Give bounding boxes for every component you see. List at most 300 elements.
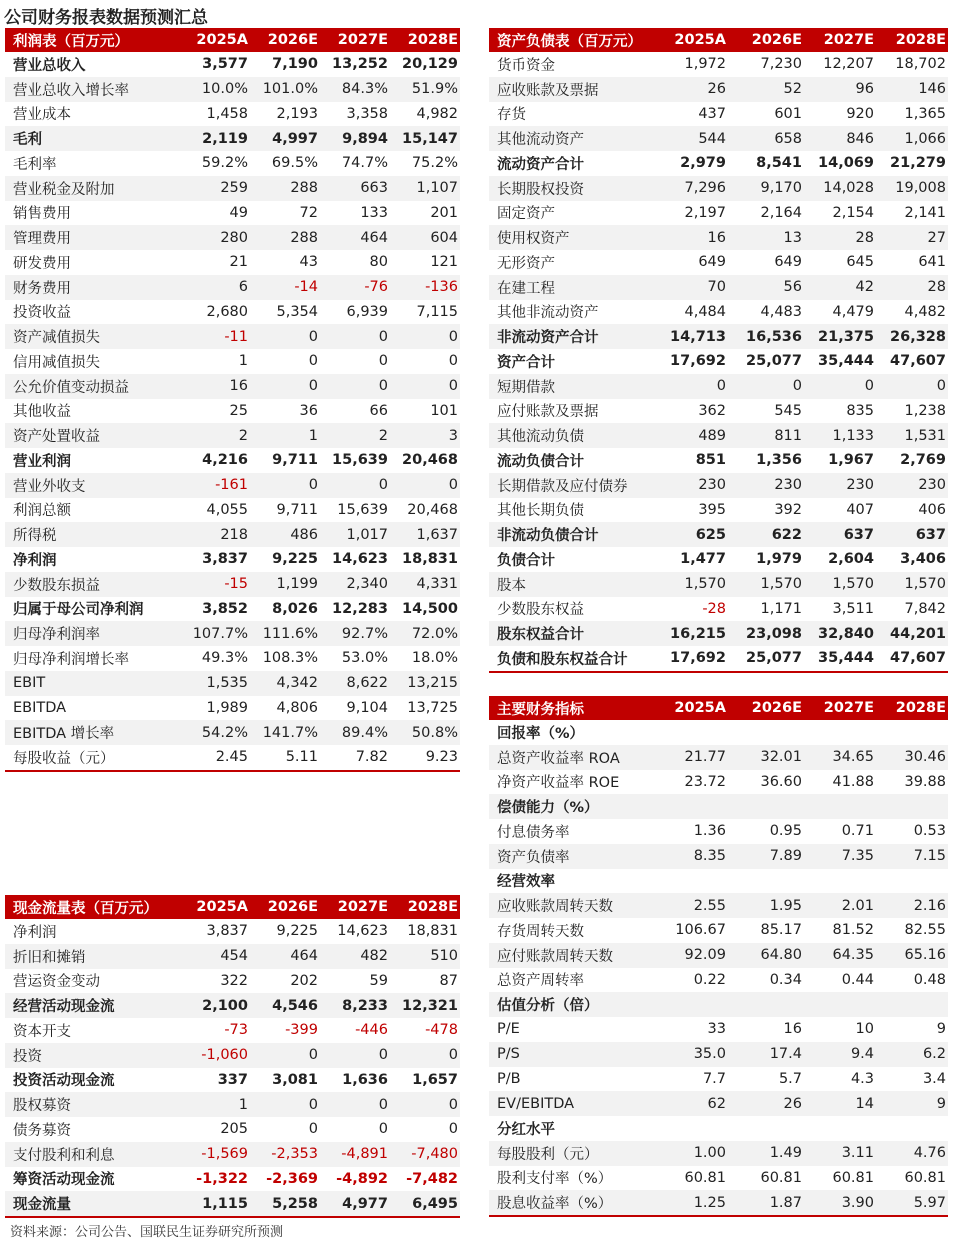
table-row: [5, 102, 460, 127]
cell-value: -478: [425, 1022, 458, 1039]
table-row: [489, 151, 948, 176]
table-row: [5, 324, 460, 349]
cell-value: 92.7%: [320, 621, 390, 646]
cell-value: 0: [378, 353, 388, 370]
cell-value: 2: [320, 423, 390, 448]
row-label: 营业税金及附加: [5, 176, 180, 201]
column-header: 2026E: [250, 895, 320, 919]
table-row: [489, 893, 948, 918]
cell-value: [876, 794, 948, 819]
cell-value: 25,077: [728, 646, 804, 672]
cell-value: 49.3%: [201, 650, 248, 667]
table-row: [489, 102, 948, 127]
cell-value: 811: [728, 423, 804, 448]
table-row: [5, 621, 460, 646]
cell-value: 641: [918, 254, 946, 271]
cell-value: 510: [390, 944, 460, 969]
table-row: [489, 300, 948, 325]
cell-value: 0: [320, 473, 390, 498]
cell-value: 454: [180, 944, 250, 969]
cell-value: 7.82: [320, 745, 390, 771]
cell-value: 3.4: [922, 1070, 946, 1087]
source-note: 资料来源：公司公告、国联民生证券研究所预测: [10, 1225, 284, 1240]
cell-value: -446: [355, 1022, 388, 1039]
cell-value: 2,141: [904, 204, 946, 221]
cell-value: 0: [250, 473, 320, 498]
column-header: 2028E: [390, 895, 460, 919]
table-row: [489, 770, 948, 795]
cell-value: 4,216: [202, 452, 248, 469]
table-row: [489, 77, 948, 102]
column-header: 2025A: [180, 28, 250, 52]
column-header: 2028E: [876, 28, 948, 52]
row-label: 股利支付率（%）: [497, 1171, 613, 1188]
table-row: [489, 522, 948, 547]
cell-value: 18,831: [407, 923, 458, 940]
cell-value: 0: [250, 374, 320, 399]
table-row: [5, 671, 460, 696]
cell-value: 2,100: [180, 993, 250, 1018]
cell-value: 26: [658, 77, 728, 102]
table-row: [5, 919, 460, 944]
table-row: [489, 1166, 948, 1191]
row-label: 支付股利和利息: [5, 1142, 180, 1167]
table-row: [489, 968, 948, 993]
cell-value: 7,115: [416, 303, 458, 320]
cell-value: 0: [390, 1092, 460, 1117]
cell-value: 25,077: [746, 353, 802, 370]
cell-value: 230: [804, 473, 876, 498]
cell-value: 19,008: [876, 176, 948, 201]
column-header: 2025A: [180, 895, 250, 919]
cell-value: 489: [658, 423, 728, 448]
row-label: 公允价值变动损益: [5, 374, 180, 399]
cell-value: 637: [804, 522, 876, 547]
cell-value: 87: [439, 972, 458, 989]
table-row: [489, 572, 948, 597]
cell-value: 230: [658, 473, 728, 498]
cell-value: 4,331: [390, 572, 460, 597]
cell-value: 47,607: [876, 646, 948, 672]
cell-value: -161: [180, 473, 250, 498]
cell-value: 21: [229, 254, 248, 271]
row-label: 归母净利润增长率: [13, 651, 129, 668]
cell-value: 81.52: [832, 922, 874, 939]
row-label: 负债合计: [497, 552, 555, 569]
row-label: 回报率（%）: [497, 725, 585, 742]
cell-value: 1,657: [412, 1071, 458, 1088]
cell-value: -11: [180, 324, 250, 349]
cell-value: 0: [804, 374, 876, 399]
table-row: [489, 176, 948, 201]
row-label: 利润总额: [13, 503, 71, 520]
balance-header-row: [489, 28, 948, 52]
column-header: 2027E: [804, 28, 876, 52]
page-title: 公司财务报表数据预测汇总: [4, 8, 208, 28]
cell-value: 625: [658, 522, 728, 547]
cell-value: 1,535: [180, 671, 250, 696]
cell-value: 1.00: [658, 1141, 728, 1166]
cell-value: 482: [320, 944, 390, 969]
cell-value: 4,546: [250, 993, 320, 1018]
cell-value: [876, 992, 948, 1017]
cell-value: 26,328: [876, 324, 948, 349]
row-label: 资本开支: [13, 1023, 71, 1040]
row-label: 研发费用: [13, 255, 71, 272]
cell-value: -15: [180, 572, 250, 597]
table-row: [489, 547, 948, 572]
cell-value: 44,201: [876, 621, 948, 646]
cell-value: 0.34: [769, 971, 802, 988]
cell-value: 1,972: [684, 56, 726, 73]
cell-value: [658, 794, 728, 819]
cell-value: -399: [285, 1022, 318, 1039]
cell-value: 544: [658, 126, 728, 151]
cell-value: 3,406: [900, 551, 946, 568]
cell-value: [728, 869, 804, 894]
cell-value: 12,283: [332, 600, 388, 617]
cell-value: 9: [936, 1021, 946, 1038]
table-row: [5, 126, 460, 151]
table-row: [489, 621, 948, 646]
row-label: 营业成本: [13, 107, 71, 124]
cell-value: 2,164: [760, 204, 802, 221]
table-row: [489, 1141, 948, 1166]
cell-value: 486: [250, 522, 320, 547]
section-row: [489, 992, 948, 1017]
row-label: 少数股东权益: [497, 602, 584, 619]
table-row: [489, 52, 948, 77]
cell-value: 8,233: [320, 993, 390, 1018]
cell-value: 0.44: [841, 971, 874, 988]
table-title: 现金流量表（百万元）: [5, 895, 180, 919]
cell-value: 663: [320, 176, 390, 201]
row-label: 股东权益合计: [489, 621, 658, 646]
table-row: [489, 498, 948, 523]
cell-value: 637: [876, 522, 948, 547]
income-header-row: [5, 28, 460, 52]
cell-value: 17.4: [728, 1042, 804, 1067]
table-row: [489, 1091, 948, 1116]
table-row: [489, 399, 948, 424]
cell-value: [658, 1116, 728, 1141]
cell-value: 72: [299, 204, 318, 221]
cell-value: 13,252: [332, 56, 388, 73]
row-label: 毛利: [5, 126, 180, 151]
row-label: 股本: [489, 572, 658, 597]
cell-value: 5,354: [276, 303, 318, 320]
table-row: [5, 696, 460, 721]
cell-value: 1,017: [320, 522, 390, 547]
cell-value: 1,989: [206, 699, 248, 716]
cell-value: 59.2%: [201, 155, 248, 172]
row-label: 管理费用: [5, 225, 180, 250]
cell-value: 7,190: [272, 56, 318, 73]
cell-value: 15,639: [337, 501, 388, 518]
table-row: [489, 1067, 948, 1092]
row-label: 毛利率: [13, 156, 57, 173]
column-header: 2025A: [658, 696, 728, 720]
table-row: [5, 1117, 460, 1142]
row-label: 应收账款周转天数: [489, 893, 658, 918]
row-label: 销售费用: [13, 206, 71, 223]
cell-value: 3: [390, 423, 460, 448]
cell-value: 13,725: [407, 699, 458, 716]
cell-value: -1,322: [196, 1170, 248, 1187]
cell-value: 649: [774, 254, 802, 271]
table-row: [5, 275, 460, 300]
cell-value: 0: [250, 324, 320, 349]
row-label: EBIT: [5, 671, 180, 696]
table-row: [5, 1068, 460, 1093]
row-label: 偿债能力（%）: [489, 794, 658, 819]
table-row: [489, 1017, 948, 1042]
cell-value: 9,170: [728, 176, 804, 201]
cell-value: 0: [728, 374, 804, 399]
row-label: 归属于母公司净利润: [13, 602, 144, 619]
table-row: [5, 250, 460, 275]
cell-value: 146: [876, 77, 948, 102]
cell-value: 4.3: [850, 1070, 874, 1087]
cell-value: 395: [698, 501, 726, 518]
cell-value: -28: [702, 600, 726, 617]
cell-value: 0: [658, 374, 728, 399]
cell-value: 1: [180, 1092, 250, 1117]
cell-value: 3,511: [832, 600, 874, 617]
table-row: [489, 324, 948, 349]
cell-value: 1,365: [904, 105, 946, 122]
cell-value: [804, 1116, 876, 1141]
cell-value: [658, 720, 728, 745]
cell-value: -73: [224, 1022, 248, 1039]
cell-value: 6.2: [876, 1042, 948, 1067]
table-row: [5, 300, 460, 325]
cell-value: 1,637: [390, 522, 460, 547]
cell-value: 6,939: [346, 303, 388, 320]
cell-value: 9,894: [320, 126, 390, 151]
cell-value: 658: [728, 126, 804, 151]
cell-value: 54.2%: [180, 720, 250, 745]
row-label: 现金流量: [5, 1191, 180, 1217]
cell-value: 101: [430, 402, 458, 419]
cell-value: 0.71: [841, 823, 874, 840]
cell-value: 111.6%: [250, 621, 320, 646]
cell-value: 32.01: [728, 745, 804, 770]
cell-value: 21.77: [658, 745, 728, 770]
row-label: 分红水平: [497, 1121, 555, 1138]
cell-value: -2,369: [266, 1170, 318, 1187]
row-label: 每股收益（元）: [5, 745, 180, 771]
cell-value: 30.46: [876, 745, 948, 770]
cell-value: 7.35: [804, 844, 876, 869]
cell-value: 62: [658, 1091, 728, 1116]
table-row: [5, 522, 460, 547]
cell-value: 5.11: [250, 745, 320, 771]
cell-value: 14,623: [332, 551, 388, 568]
cell-value: 27: [876, 225, 948, 250]
cell-value: 36: [299, 402, 318, 419]
cell-value: 35.0: [658, 1042, 728, 1067]
cell-value: 0.95: [769, 823, 802, 840]
cell-value: 1,636: [342, 1071, 388, 1088]
table-row: [5, 423, 460, 448]
cell-value: 3,081: [272, 1071, 318, 1088]
table-row: [489, 473, 948, 498]
cell-value: 9.23: [390, 745, 460, 771]
cell-value: 1,115: [180, 1191, 250, 1217]
cell-value: 20,468: [407, 501, 458, 518]
cell-value: 141.7%: [250, 720, 320, 745]
cell-value: 1,570: [658, 572, 728, 597]
row-label: 折旧和摊销: [5, 944, 180, 969]
cell-value: 101.0%: [250, 77, 320, 102]
cell-value: 230: [728, 473, 804, 498]
cell-value: 9.4: [804, 1042, 876, 1067]
cell-value: 9,225: [272, 551, 318, 568]
cell-value: 407: [846, 501, 874, 518]
cell-value: 4,982: [416, 105, 458, 122]
cell-value: 0: [320, 374, 390, 399]
section-row: [489, 794, 948, 819]
cell-value: 437: [698, 105, 726, 122]
row-label: 营业外收支: [5, 473, 180, 498]
cell-value: -136: [390, 275, 460, 300]
cell-value: 13: [728, 225, 804, 250]
row-label: 其他收益: [13, 404, 71, 421]
cell-value: 2.45: [180, 745, 250, 771]
cell-value: 0: [448, 353, 458, 370]
cell-value: 21,279: [890, 155, 946, 172]
cell-value: 604: [390, 225, 460, 250]
cell-value: 16: [180, 374, 250, 399]
cell-value: 84.3%: [320, 77, 390, 102]
cell-value: 2.01: [804, 893, 876, 918]
cell-value: 14,500: [402, 600, 458, 617]
cell-value: 322: [220, 972, 248, 989]
cell-value: 0: [320, 324, 390, 349]
cell-value: 28: [876, 275, 948, 300]
cell-value: 3,852: [202, 600, 248, 617]
cell-value: 33: [707, 1021, 726, 1038]
cell-value: 17,692: [670, 353, 726, 370]
cell-value: 1,238: [904, 402, 946, 419]
row-label: 应收账款及票据: [489, 77, 658, 102]
cell-value: 106.67: [675, 922, 726, 939]
row-label: P/B: [497, 1070, 521, 1087]
row-label: 财务费用: [5, 275, 180, 300]
cell-value: 14,623: [337, 923, 388, 940]
row-label: 非流动负债合计: [489, 522, 658, 547]
cell-value: -1,060: [180, 1043, 250, 1068]
cell-value: 835: [846, 402, 874, 419]
cell-value: 1,979: [756, 551, 802, 568]
table-row: [489, 1190, 948, 1216]
cell-value: 8.35: [658, 844, 728, 869]
row-label: 估值分析（倍）: [489, 992, 658, 1017]
row-label: 固定资产: [497, 206, 555, 223]
cell-value: 60.81: [684, 1169, 726, 1186]
cell-value: 7.15: [876, 844, 948, 869]
cell-value: 47,607: [890, 353, 946, 370]
row-label: 资产合计: [497, 354, 555, 371]
cell-value: -4,892: [336, 1170, 388, 1187]
table-row: [5, 374, 460, 399]
cell-value: 622: [728, 522, 804, 547]
cell-value: 3.90: [804, 1190, 876, 1216]
cell-value: 3.11: [804, 1141, 876, 1166]
table-row: [5, 1167, 460, 1192]
cell-value: 20,129: [402, 56, 458, 73]
column-header: 2027E: [320, 895, 390, 919]
table-row: [489, 819, 948, 844]
cell-value: 12,207: [823, 56, 874, 73]
cell-value: 362: [698, 402, 726, 419]
cell-value: 35,444: [818, 353, 874, 370]
cell-value: 7.7: [702, 1070, 726, 1087]
row-label: 资产处置收益: [5, 423, 180, 448]
table-row: [5, 969, 460, 994]
cell-value: 7,296: [658, 176, 728, 201]
row-label: 股权募资: [5, 1092, 180, 1117]
cell-value: 545: [774, 402, 802, 419]
cell-value: 74.7%: [341, 155, 388, 172]
table-row: [5, 1142, 460, 1167]
cell-value: 0: [250, 1043, 320, 1068]
cell-value: 16,536: [728, 324, 804, 349]
cell-value: 2,340: [320, 572, 390, 597]
cell-value: 1,570: [876, 572, 948, 597]
cell-value: 23,098: [728, 621, 804, 646]
row-label: EBITDA 增长率: [5, 720, 180, 745]
cell-value: 85.17: [760, 922, 802, 939]
cell-value: 230: [876, 473, 948, 498]
column-header: 2025A: [658, 28, 728, 52]
table-row: [489, 597, 948, 622]
row-label: 应付账款及票据: [497, 404, 599, 421]
cell-value: 18,702: [895, 56, 946, 73]
cell-value: 288: [250, 225, 320, 250]
column-header: 2028E: [876, 696, 948, 720]
table-row: [5, 572, 460, 597]
table-row: [5, 201, 460, 226]
row-label: 营业总收入: [13, 57, 86, 74]
cell-value: 2,193: [276, 105, 318, 122]
row-label: 其他流动负债: [489, 423, 658, 448]
row-label: P/E: [497, 1021, 520, 1038]
cell-value: [728, 1116, 804, 1141]
table-row: [5, 1018, 460, 1043]
cell-value: 1,458: [206, 105, 248, 122]
cell-value: 259: [180, 176, 250, 201]
cell-value: 49: [229, 204, 248, 221]
cell-value: 4,055: [206, 501, 248, 518]
cell-value: 2,154: [832, 204, 874, 221]
column-header: 2026E: [728, 696, 804, 720]
cell-value: 7.89: [728, 844, 804, 869]
row-label: 投资活动现金流: [13, 1073, 115, 1090]
cell-value: 3,577: [202, 56, 248, 73]
row-label: 净资产收益率 ROE: [497, 775, 620, 792]
cell-value: 6,495: [390, 1191, 460, 1217]
cell-value: 15,147: [390, 126, 460, 151]
cell-value: 13,215: [390, 671, 460, 696]
table-row: [489, 844, 948, 869]
table-row: [5, 993, 460, 1018]
cell-value: 121: [430, 254, 458, 271]
cell-value: 4.76: [876, 1141, 948, 1166]
cell-value: 0: [308, 1121, 318, 1138]
row-label: 每股股利（元）: [489, 1141, 658, 1166]
